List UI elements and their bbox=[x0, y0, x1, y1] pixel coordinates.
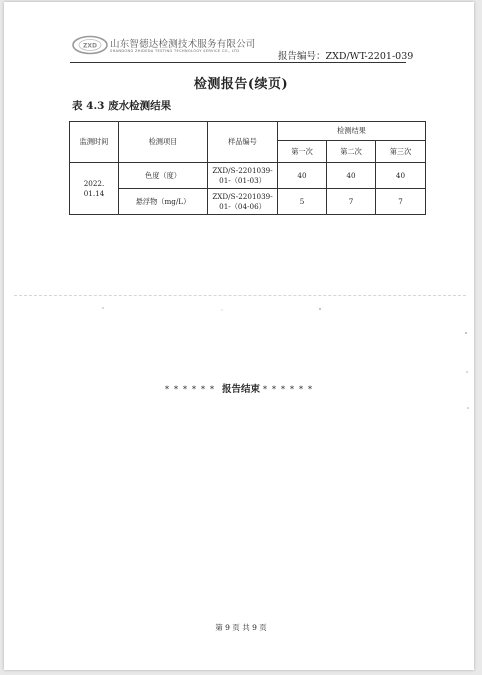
header-second: 第二次 bbox=[327, 141, 376, 163]
header-monitor-time: 监测时间 bbox=[70, 122, 119, 163]
cell-value: 7 bbox=[376, 189, 426, 215]
end-stars-right: ****** bbox=[263, 385, 318, 394]
table-caption: 表 4.3 废水检测结果 bbox=[72, 100, 172, 112]
header-sample-id: 样品编号 bbox=[208, 122, 278, 163]
cell-value: 40 bbox=[278, 163, 327, 189]
cell-sample: ZXD/S-2201039- 01-（01-03） bbox=[208, 163, 278, 189]
page-number: 第 9 页 共 9 页 bbox=[215, 623, 267, 632]
cell-date: 2022. 01.14 bbox=[70, 163, 119, 215]
cell-value: 5 bbox=[278, 189, 327, 215]
header-test-item: 检测项目 bbox=[119, 122, 208, 163]
report-end-label: 报告结束 bbox=[221, 384, 260, 395]
report-end-line bbox=[0, 381, 482, 395]
header-third: 第三次 bbox=[376, 141, 426, 163]
document-title: 检测报告(续页) bbox=[193, 77, 289, 92]
header-test-results: 检测结果 bbox=[278, 122, 426, 141]
cell-value: 40 bbox=[327, 163, 376, 189]
cell-value: 40 bbox=[376, 163, 426, 189]
cell-value: 7 bbox=[327, 189, 376, 215]
header-first: 第一次 bbox=[278, 141, 327, 163]
cell-sample: ZXD/S-2201039- 01-（04-06） bbox=[208, 189, 278, 215]
cell-item: 色度（度） bbox=[119, 163, 208, 189]
logo-mark: ZXD bbox=[83, 42, 97, 50]
cell-item: 悬浮物（mg/L） bbox=[119, 189, 208, 215]
company-name-en: SHANDONG ZHIDEDA TESTING TECHNOLOGY SERVICE CO., LTD bbox=[110, 49, 240, 53]
company-name: 山东智德达检测技术服务有限公司 bbox=[110, 39, 256, 50]
end-stars-left: ****** bbox=[164, 385, 219, 394]
report-number: 报告编号：ZXD/WT-2201-039 bbox=[278, 51, 414, 62]
